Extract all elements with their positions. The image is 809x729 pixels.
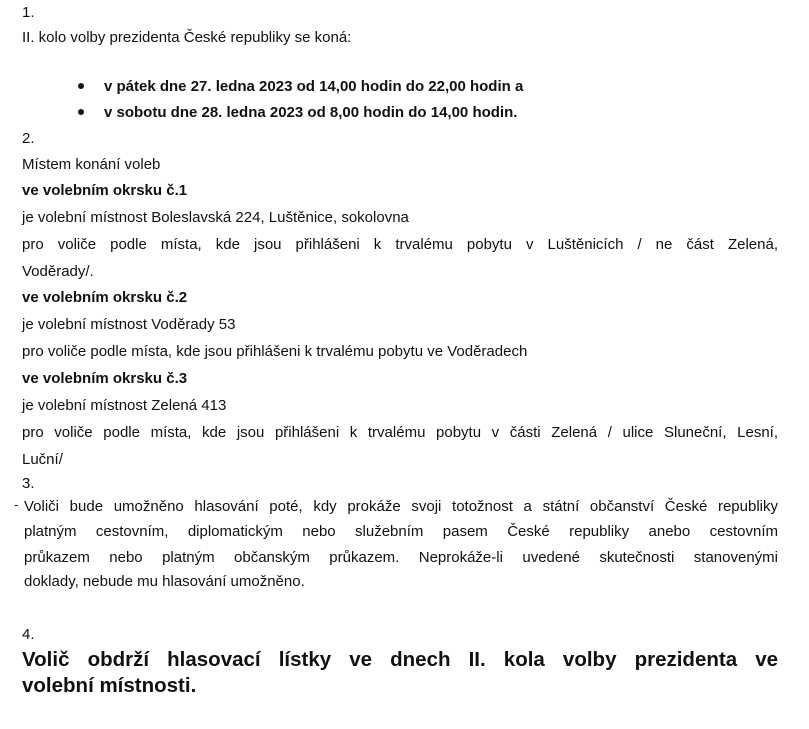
district-3-heading: ve volebním okrsku č.3	[22, 370, 188, 387]
district-1-heading: ve volebním okrsku č.1	[22, 182, 188, 199]
district-2-voters-line1: pro voliče podle místa, kde jsou přihlášeni k trvalému pobytu ve Voděradech	[22, 343, 528, 360]
district-2-room: je volební místnost Voděrady 53	[22, 316, 236, 333]
district-1-voters-line1: pro voliče podle místa, kde jsou přihlášeni k trvalému pobytu v Luštěnicích / ne část Zelená,	[22, 236, 778, 253]
district-3-room: je volební místnost Zelená 413	[22, 397, 227, 414]
section-3-line4: doklady, nebude mu hlasování umožněno.	[24, 573, 305, 590]
bullet-text-saturday: v sobotu dne 28. ledna 2023 od 8,00 hodin do 14,00 hodin.	[104, 104, 518, 121]
section-1-number: 1.	[22, 4, 35, 21]
district-2-heading: ve volebním okrsku č.2	[22, 289, 188, 306]
section-4-number: 4.	[22, 626, 35, 643]
section-4-line1: Volič obdrží hlasovací lístky ve dnech II. kola volby prezidenta ve	[22, 648, 778, 671]
bullet-item-friday	[78, 78, 523, 96]
district-3-voters-line1: pro voliče podle místa, kde jsou přihlášeni k trvalému pobytu v části Zelená / ulice Sluneční, Lesní,	[22, 424, 778, 441]
section-1-intro: II. kolo volby prezidenta České republiky se koná:	[22, 29, 352, 46]
section-2-number: 2.	[22, 130, 35, 147]
section-3-line3: průkazem nebo platným občanským průkazem. Neprokáže-li uvedené skutečnosti stanovenými	[24, 549, 778, 566]
section-3-number: 3.	[22, 475, 35, 492]
section-3-line1: Voliči bude umožněno hlasování poté, kdy prokáže svoji totožnost a státní občanství České republiky	[24, 498, 778, 515]
section-3-dash: -	[14, 497, 19, 512]
section-2-intro: Místem konání voleb	[22, 156, 161, 173]
bullet-item-saturday	[78, 104, 517, 122]
section-4-line2: volební místnosti.	[22, 674, 197, 697]
district-3-voters-line2: Luční/	[22, 451, 63, 468]
section-3-line2: platným cestovním, diplomatickým nebo služebním pasem České republiky anebo cestovním	[24, 523, 778, 540]
bullet-dot-icon	[78, 83, 84, 89]
bullet-dot-icon	[78, 109, 84, 115]
bullet-text-friday: v pátek dne 27. ledna 2023 od 14,00 hodin do 22,00 hodin a	[104, 78, 524, 95]
district-1-room: je volební místnost Boleslavská 224, Luštěnice, sokolovna	[22, 209, 409, 226]
district-1-voters-line2: Voděrady/.	[22, 263, 94, 280]
